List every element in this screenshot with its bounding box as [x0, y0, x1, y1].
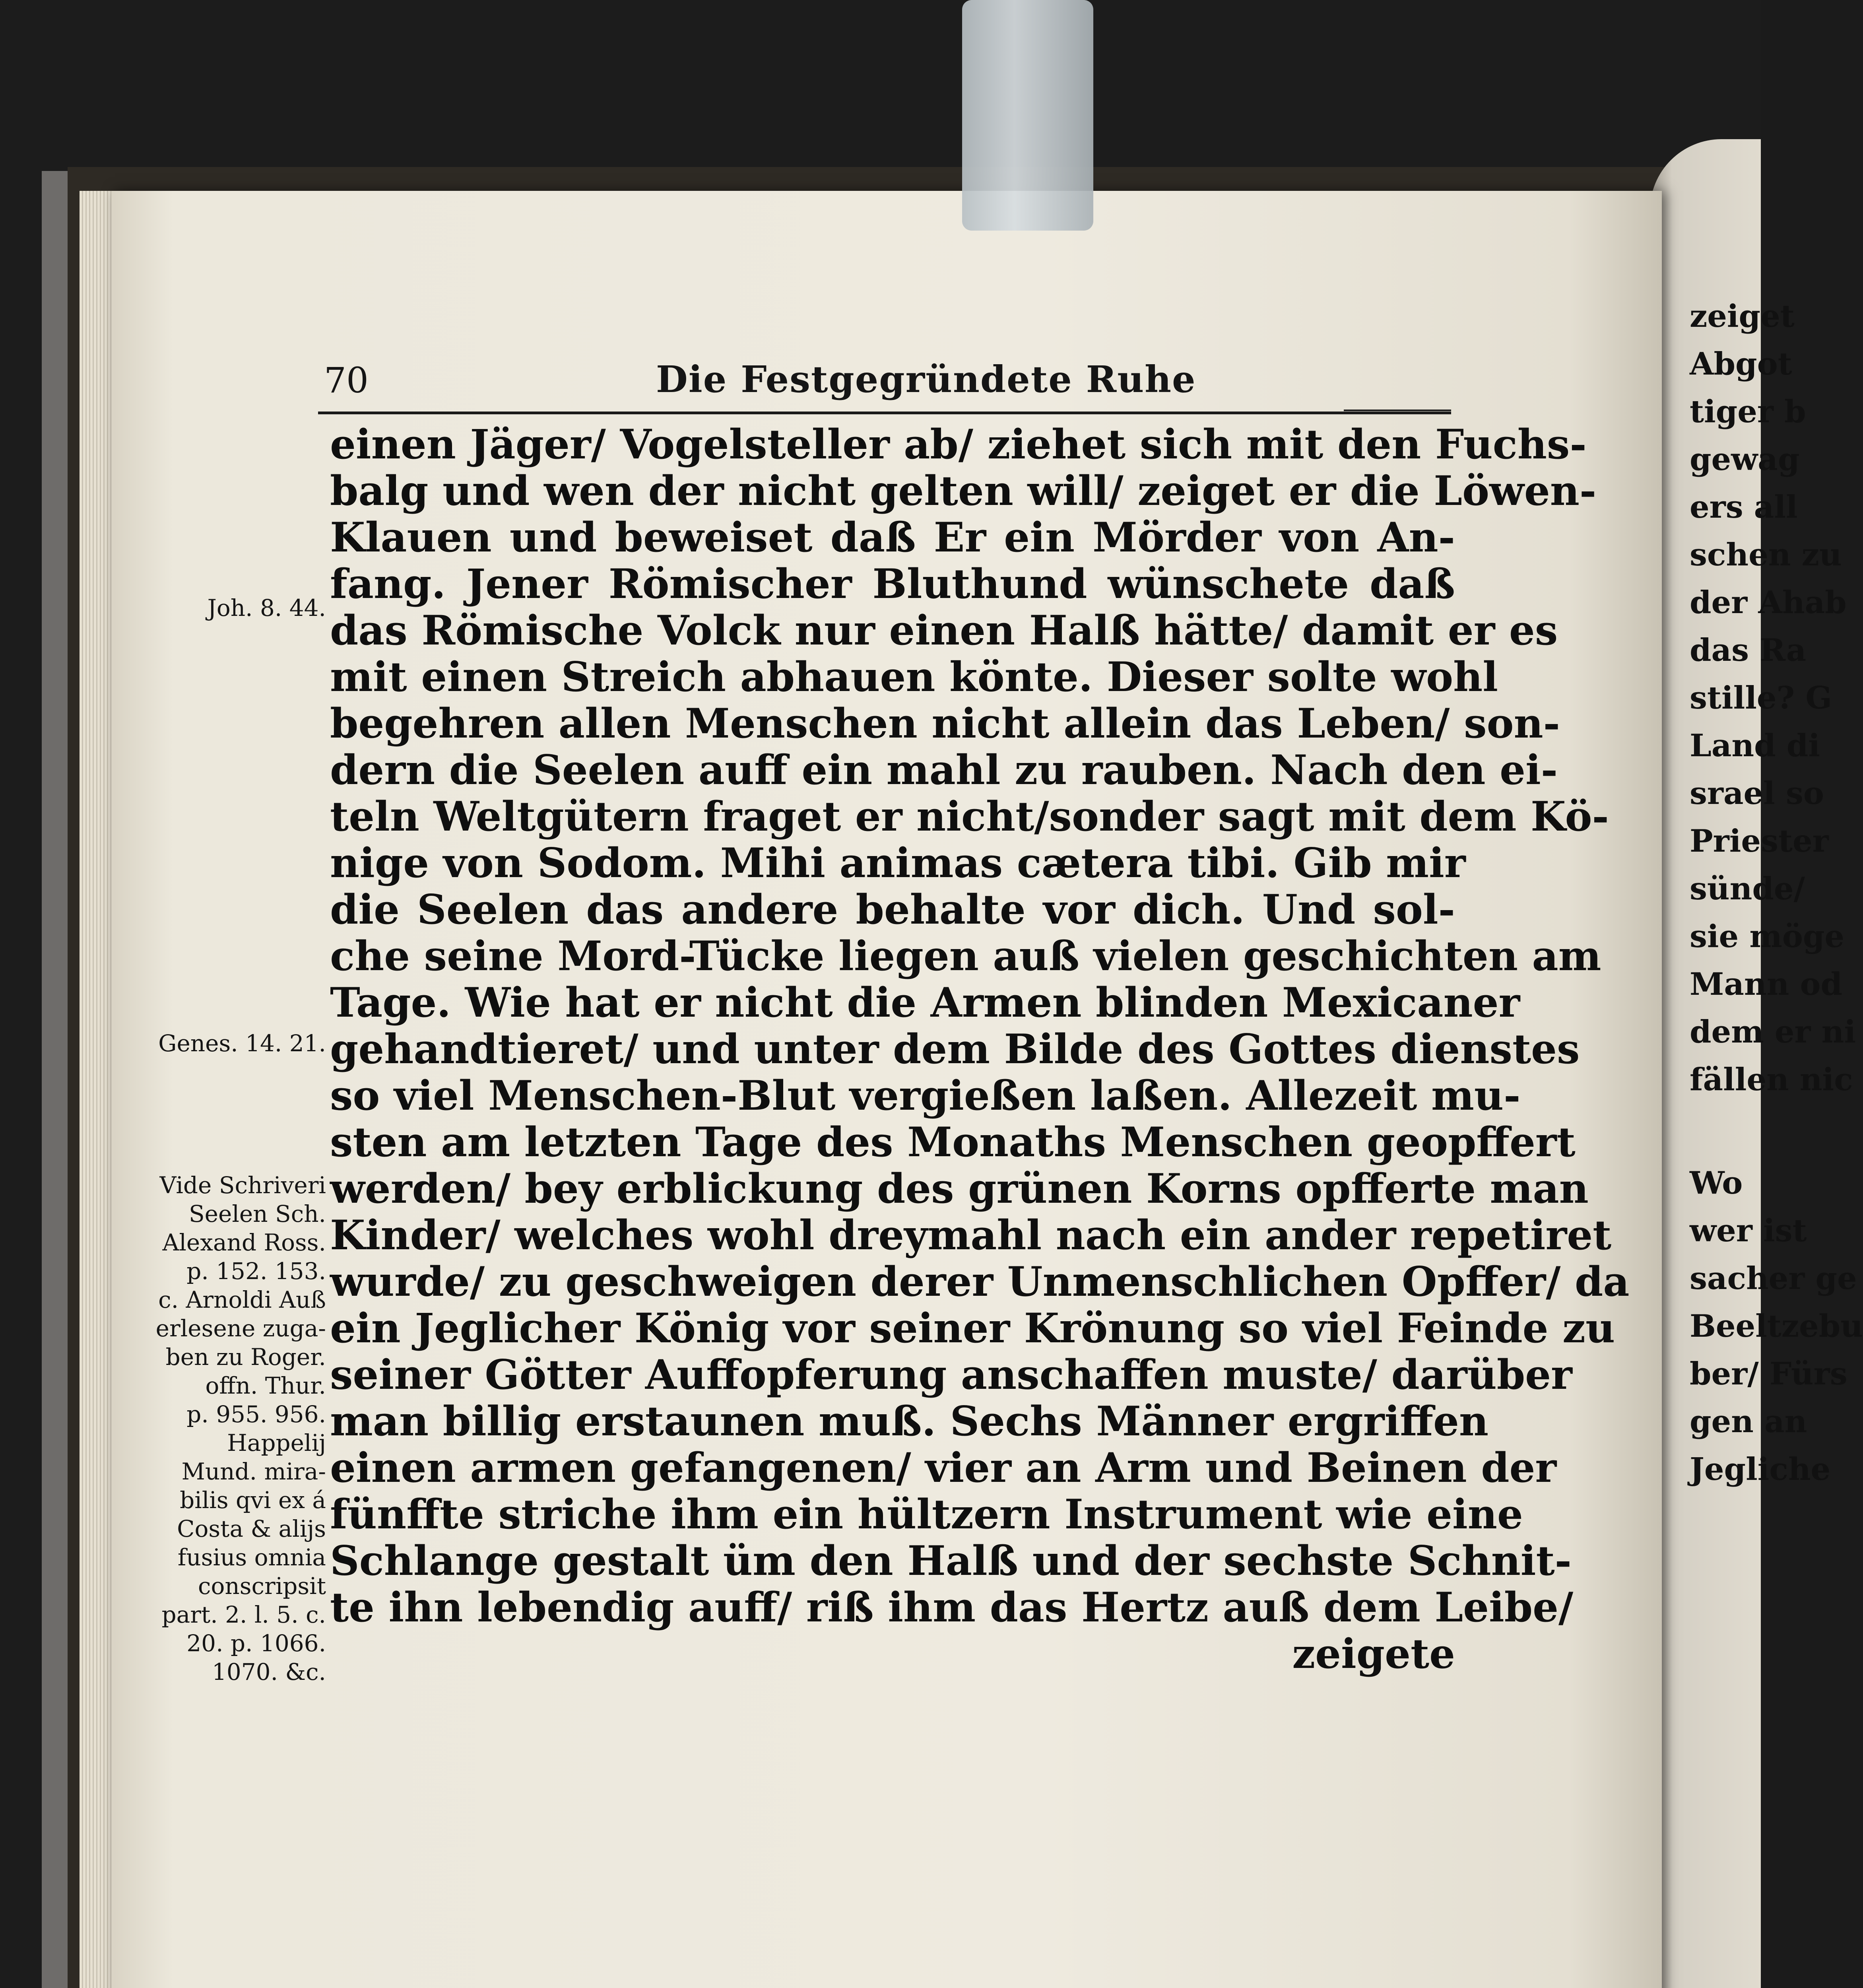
text-line: nige von Sodom. Mihi animas cætera tibi. Gib mir: [330, 839, 1466, 887]
text-line: dern die Seelen auff ein mahl zu rauben. Nach den ei-: [330, 746, 1558, 794]
margin-note-references: [135, 1171, 326, 1686]
margin-line: bilis qvi ex á: [180, 1487, 326, 1514]
facing-line: ers all: [1690, 489, 1798, 525]
running-title: Die Festgegründete Ruhe: [656, 358, 1196, 401]
facing-line: zeiget: [1690, 298, 1795, 334]
margin-note-john: Joh. 8. 44.: [207, 594, 326, 621]
margin-line: offn. Thur.: [205, 1372, 326, 1399]
facing-line: Priester: [1690, 823, 1829, 859]
facing-line: stille? G: [1690, 680, 1832, 716]
book-clip-top: [962, 0, 1093, 231]
facing-line: das Ra: [1690, 632, 1807, 668]
text-line: Schlange gestalt üm den Halß und der sechste Schnit-: [330, 1537, 1572, 1585]
facing-line: srael so: [1690, 775, 1824, 812]
margin-line: Happelij: [227, 1429, 326, 1456]
facing-line: Abgot: [1690, 346, 1792, 382]
text-line: begehren allen Menschen nicht allein das Leben/ son-: [330, 700, 1560, 747]
text-line: ein Jeglicher König vor seiner Krönung so viel Feinde zu: [330, 1305, 1615, 1352]
header-rule: [318, 412, 1451, 414]
margin-line: p. 955. 956.: [186, 1401, 326, 1428]
facing-line: sacher ge: [1690, 1260, 1857, 1297]
text-line: fang. Jener Römischer Bluthund wünschete daß: [330, 560, 1455, 608]
body-text: [330, 421, 1630, 1678]
margin-line: Mund. mira-: [181, 1458, 326, 1485]
text-line: sten am letzten Tage des Monaths Menschen geopffert: [330, 1118, 1576, 1166]
margin-line: conscripsit: [198, 1573, 326, 1600]
margin-line: Costa & alijs: [177, 1515, 326, 1542]
facing-line: gen an: [1690, 1404, 1807, 1440]
text-line: seiner Götter Auffopferung anschaffen muste/ darüber: [330, 1351, 1572, 1399]
facing-line: Jegliche: [1690, 1451, 1831, 1487]
text-line: werden/ bey erblickung des grünen Korns opfferte man: [330, 1165, 1589, 1213]
facing-line: Mann od: [1690, 966, 1843, 1002]
facing-line: tiger b: [1690, 394, 1806, 430]
margin-line: erlesene zuga-: [155, 1315, 326, 1342]
text-line: einen Jäger/ Vogelsteller ab/ ziehet sich mit den Fuchs-: [330, 421, 1587, 468]
text-line: das Römische Volck nur einen Halß hätte/ damit er es: [330, 607, 1558, 654]
page-number: 70: [324, 360, 369, 401]
facing-page-edge: [1650, 139, 1863, 1988]
margin-note-genesis: Genes. 14. 21.: [158, 1030, 326, 1057]
margin-line: 1070. &c.: [212, 1658, 326, 1685]
facing-line: ber/ Fürs: [1690, 1356, 1847, 1392]
text-line: balg und wen der nicht gelten will/ zeiget er die Löwen-: [330, 467, 1597, 515]
margin-line: ben zu Roger.: [165, 1343, 326, 1371]
text-line: Tage. Wie hat er nicht die Armen blinden Mexicaner: [330, 979, 1520, 1027]
text-line: so viel Menschen-Blut vergießen laßen. Allezeit mu-: [330, 1072, 1521, 1120]
margin-line: Alexand Ross.: [162, 1229, 326, 1256]
facing-line: Land di: [1690, 728, 1820, 764]
text-line: man billig erstaunen muß. Sechs Männer ergriffen: [330, 1398, 1489, 1445]
text-line: gehandtieret/ und unter dem Bilde des Gottes dienstes: [330, 1025, 1580, 1073]
margin-line: Seelen Sch.: [188, 1200, 326, 1227]
text-line: einen armen gefangenen/ vier an Arm und Beinen der: [330, 1444, 1557, 1492]
facing-line: schen zu: [1690, 537, 1842, 573]
text-line: te ihn lebendig auff/ riß ihm das Hertz auß dem Leibe/: [330, 1584, 1574, 1631]
text-line: wurde/ zu geschweigen derer Unmenschlichen Opffer/ da: [330, 1258, 1630, 1306]
text-line: che seine Mord-Tücke liegen auß vielen geschichten am: [330, 932, 1601, 980]
margin-line: p. 152. 153.: [186, 1258, 326, 1285]
margin-line: c. Arnoldi Auß: [158, 1286, 326, 1313]
text-line: Kinder/ welches wohl dreymahl nach ein ander repetiret: [330, 1211, 1612, 1259]
facing-line: der Ahab: [1690, 584, 1847, 621]
margin-line: Vide Schriveri: [159, 1172, 326, 1199]
margin-line: part. 2. l. 5. c.: [161, 1601, 326, 1628]
text-line: Klauen und beweiset daß Er ein Mörder von An-: [330, 514, 1455, 561]
facing-line: Beeltzebu: [1690, 1308, 1863, 1344]
catchword: zeigete: [1292, 1630, 1455, 1678]
margin-line: fusius omnia: [177, 1544, 326, 1571]
facing-line: wer ist: [1690, 1213, 1807, 1249]
facing-line: Wo: [1690, 1165, 1743, 1201]
text-line: mit einen Streich abhauen könte. Dieser solte wohl: [330, 653, 1498, 701]
margin-line: 20. p. 1066.: [186, 1630, 326, 1657]
text-line: teln Weltgütern fraget er nicht/sonder sagt mit dem Kö-: [330, 793, 1609, 841]
text-line: die Seelen das andere behalte vor dich. Und sol-: [330, 886, 1455, 934]
header-rule-right: [1344, 410, 1451, 411]
facing-line: dem er ni: [1690, 1014, 1856, 1050]
facing-line: sie möge: [1690, 918, 1845, 955]
facing-line: fällen nic: [1690, 1062, 1853, 1098]
text-line: fünffte striche ihm ein hültzern Instrument wie eine: [330, 1491, 1523, 1538]
facing-line: gewag: [1690, 441, 1800, 478]
facing-line: sünde/: [1690, 871, 1805, 907]
